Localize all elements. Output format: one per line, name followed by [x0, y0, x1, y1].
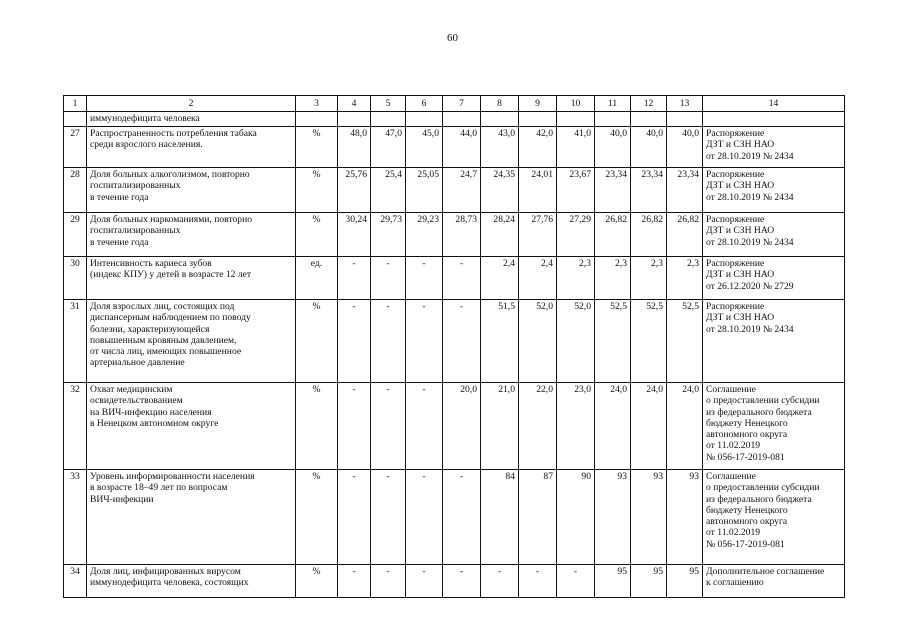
value-cell: -	[338, 383, 371, 470]
indicator-name-line: в течение года	[90, 236, 149, 248]
value-cell: -	[338, 470, 371, 565]
value-cell: -	[443, 257, 481, 300]
value-cell: 45,0	[406, 127, 443, 168]
value-cell: 42,0	[519, 127, 557, 168]
row-number: 27	[64, 127, 87, 168]
basis-document-line: ДЗТ и СЗН НАО	[706, 139, 775, 151]
basis-document-cell	[703, 470, 845, 565]
indicator-name-line: ВИЧ-инфекции	[90, 493, 154, 505]
header-cell: 2	[87, 96, 296, 112]
table-row	[64, 565, 845, 598]
indicator-name-line: болезни, характеризующейся	[90, 323, 210, 335]
value-cell: 40,0	[667, 127, 703, 168]
value-cell: 27,76	[519, 213, 557, 257]
basis-document-line: бюджету Ненецкого	[706, 504, 788, 516]
header-cell: 10	[557, 96, 595, 112]
value-cell: 23,34	[595, 168, 631, 213]
value-cell: -	[481, 565, 519, 598]
indicator-name-line: в Ненецком автономном округе	[90, 417, 219, 429]
value-cell: 22,0	[519, 383, 557, 470]
header-cell: 1	[64, 96, 87, 112]
unit-cell: %	[296, 470, 338, 565]
indicator-name-line: госпитализированных	[90, 225, 181, 237]
value-cell: 2,3	[631, 257, 667, 300]
basis-document-cell	[703, 213, 845, 257]
empty-cell	[64, 112, 87, 127]
value-cell: 2,3	[595, 257, 631, 300]
header-cell: 3	[296, 96, 338, 112]
indicator-name-line: Уровень информированности населения	[90, 471, 255, 482]
basis-document-line: автономного округа	[706, 516, 788, 528]
empty-cell	[631, 112, 667, 127]
value-cell: 28,73	[443, 213, 481, 257]
value-cell: 84	[481, 470, 519, 565]
value-cell: 93	[595, 470, 631, 565]
value-cell: 51,5	[481, 300, 519, 383]
header-cell: 4	[338, 96, 371, 112]
basis-document-line: от 28.10.2019 № 2434	[706, 150, 794, 162]
empty-cell	[595, 112, 631, 127]
indicator-name-line: в течение года	[90, 191, 149, 203]
indicator-name-cell	[87, 300, 296, 383]
indicator-name-cell	[87, 383, 296, 470]
row-number: 33	[64, 470, 87, 565]
header-cell: 9	[519, 96, 557, 112]
value-cell: 40,0	[595, 127, 631, 168]
indicator-name-line: Интенсивность кариеса зубов	[90, 258, 212, 269]
value-cell: 2,3	[557, 257, 595, 300]
unit-cell: ед.	[296, 257, 338, 300]
indicator-name-line: на ВИЧ-инфекцию населения	[90, 406, 212, 418]
value-cell: 24,01	[519, 168, 557, 213]
indicator-name-cell	[87, 565, 296, 598]
header-cell: 12	[631, 96, 667, 112]
value-cell: -	[371, 565, 406, 598]
unit-cell: %	[296, 383, 338, 470]
indicator-name-line: Охват медицинским	[90, 384, 173, 395]
basis-document-cell	[703, 168, 845, 213]
value-cell: 20,0	[443, 383, 481, 470]
empty-cell	[443, 112, 481, 127]
indicator-name-cell: иммунодефицита человека	[87, 112, 296, 127]
basis-document-cell	[703, 565, 845, 598]
value-cell: 29,23	[406, 213, 443, 257]
indicator-name-cell	[87, 127, 296, 168]
basis-document-line: № 056-17-2019-081	[706, 538, 785, 550]
value-cell: -	[338, 300, 371, 383]
value-cell: 87	[519, 470, 557, 565]
value-cell: 2,4	[519, 257, 557, 300]
table-row	[64, 127, 845, 168]
basis-document-line: автономного округа	[706, 429, 788, 441]
value-cell: -	[371, 383, 406, 470]
basis-document-line: бюджету Ненецкого	[706, 417, 788, 429]
value-cell: -	[443, 470, 481, 565]
value-cell: 29,73	[371, 213, 406, 257]
value-cell: 93	[631, 470, 667, 565]
value-cell: -	[443, 565, 481, 598]
indicator-name-line: госпитализированных	[90, 180, 181, 192]
basis-document-line: Распоряжение	[706, 169, 765, 180]
row-number: 30	[64, 257, 87, 300]
indicator-name-cell	[87, 470, 296, 565]
indicator-name-line: Распространенность потребления табака	[90, 128, 257, 139]
unit-cell: %	[296, 213, 338, 257]
indicator-name-line: в возрасте 18–49 лет по вопросам	[90, 482, 228, 494]
value-cell: 21,0	[481, 383, 519, 470]
empty-cell	[371, 112, 406, 127]
value-cell: 40,0	[631, 127, 667, 168]
basis-document-line: Соглашение	[706, 471, 756, 482]
value-cell: -	[406, 300, 443, 383]
value-cell: -	[371, 300, 406, 383]
value-cell: 24,0	[667, 383, 703, 470]
page-number: 60	[447, 32, 458, 44]
indicator-name-line: диспансерным наблюдением по поводу	[90, 312, 251, 324]
basis-document-line: из федерального бюджета	[706, 406, 812, 418]
table-row	[64, 257, 845, 300]
basis-document-line: от 28.10.2019 № 2434	[706, 323, 794, 335]
header-cell: 13	[667, 96, 703, 112]
value-cell: 48,0	[338, 127, 371, 168]
indicator-name-line: артериальное давление	[90, 357, 185, 369]
indicator-name-line: от числа лиц, имеющих повышенное	[90, 346, 242, 358]
value-cell: -	[338, 565, 371, 598]
row-number: 29	[64, 213, 87, 257]
value-cell: 25,4	[371, 168, 406, 213]
indicator-name-line: иммунодефицита человека, состоящих	[90, 577, 249, 589]
value-cell: -	[406, 565, 443, 598]
basis-document-cell	[703, 127, 845, 168]
value-cell: 2,4	[481, 257, 519, 300]
indicator-name-line: освидетельствованием	[90, 395, 183, 407]
basis-document-cell	[703, 383, 845, 470]
value-cell: -	[338, 257, 371, 300]
indicators-table	[63, 95, 845, 598]
value-cell: 90	[557, 470, 595, 565]
basis-document-line: от 11.02.2019	[706, 440, 761, 452]
value-cell: -	[371, 257, 406, 300]
unit-cell: %	[296, 168, 338, 213]
header-row	[64, 96, 845, 112]
value-cell: 52,5	[595, 300, 631, 383]
value-cell: 93	[667, 470, 703, 565]
header-cell: 8	[481, 96, 519, 112]
value-cell: 43,0	[481, 127, 519, 168]
basis-document-line: о предоставлении субсидии	[706, 482, 820, 494]
indicator-name-line: Доля больных наркоманиями, повторно	[90, 214, 253, 225]
table-row	[64, 383, 845, 470]
basis-document-cell	[703, 257, 845, 300]
indicator-name-cell	[87, 257, 296, 300]
value-cell: 23,0	[557, 383, 595, 470]
value-cell: 44,0	[443, 127, 481, 168]
header-cell: 6	[406, 96, 443, 112]
basis-document-line: к соглашению	[706, 577, 764, 589]
value-cell: 30,24	[338, 213, 371, 257]
table-row	[64, 168, 845, 213]
basis-document-line: от 26.12.2020 № 2729	[706, 280, 794, 292]
basis-document-line: ДЗТ и СЗН НАО	[706, 269, 775, 281]
indicator-name-cell	[87, 168, 296, 213]
basis-document-line: от 28.10.2019 № 2434	[706, 191, 794, 203]
value-cell: 47,0	[371, 127, 406, 168]
table-row	[64, 300, 845, 383]
empty-cell	[296, 112, 338, 127]
value-cell: 41,0	[557, 127, 595, 168]
basis-document-line: Распоряжение	[706, 301, 765, 312]
basis-document-line: от 11.02.2019	[706, 527, 761, 539]
value-cell: 26,82	[631, 213, 667, 257]
indicator-name-line: (индекс КПУ) у детей в возрасте 12 лет	[90, 269, 252, 281]
empty-cell	[481, 112, 519, 127]
basis-document-line: Распоряжение	[706, 214, 765, 225]
value-cell: 23,67	[557, 168, 595, 213]
empty-cell	[703, 112, 845, 127]
value-cell: 24,0	[595, 383, 631, 470]
value-cell: 23,34	[631, 168, 667, 213]
indicator-name-line: среди взрослого населения.	[90, 139, 203, 151]
table-row	[64, 470, 845, 565]
row-number: 34	[64, 565, 87, 598]
header-cell: 7	[443, 96, 481, 112]
value-cell: 95	[595, 565, 631, 598]
basis-document-line: ДЗТ и СЗН НАО	[706, 180, 775, 192]
basis-document-line: № 056-17-2019-081	[706, 451, 785, 463]
value-cell: 27,29	[557, 213, 595, 257]
value-cell: -	[406, 470, 443, 565]
row-number: 32	[64, 383, 87, 470]
value-cell: 52,5	[631, 300, 667, 383]
value-cell: 24,35	[481, 168, 519, 213]
basis-document-line: о предоставлении субсидии	[706, 395, 820, 407]
basis-document-line: из федерального бюджета	[706, 493, 812, 505]
basis-document-line: Распоряжение	[706, 258, 765, 269]
unit-cell: %	[296, 127, 338, 168]
basis-document-cell	[703, 300, 845, 383]
value-cell: 24,0	[631, 383, 667, 470]
value-cell: 28,24	[481, 213, 519, 257]
basis-document-line: Распоряжение	[706, 128, 765, 139]
value-cell: -	[406, 383, 443, 470]
value-cell: 95	[631, 565, 667, 598]
value-cell: -	[443, 300, 481, 383]
indicator-name-line: повышенным кровяным давлением,	[90, 334, 237, 346]
basis-document-line: Соглашение	[706, 384, 756, 395]
header-cell: 11	[595, 96, 631, 112]
value-cell: 23,34	[667, 168, 703, 213]
value-cell: -	[557, 565, 595, 598]
header-cell: 5	[371, 96, 406, 112]
indicator-name-line: Доля взрослых лиц, состоящих под	[90, 301, 235, 312]
value-cell: -	[519, 565, 557, 598]
basis-document-line: ДЗТ и СЗН НАО	[706, 312, 775, 324]
empty-cell	[519, 112, 557, 127]
value-cell: 24,7	[443, 168, 481, 213]
indicator-name-cell	[87, 213, 296, 257]
empty-cell	[406, 112, 443, 127]
unit-cell: %	[296, 300, 338, 383]
row-number: 28	[64, 168, 87, 213]
value-cell: -	[371, 470, 406, 565]
continuation-row	[64, 112, 845, 127]
header-cell: 14	[703, 96, 845, 112]
basis-document-line: ДЗТ и СЗН НАО	[706, 225, 775, 237]
row-number: 31	[64, 300, 87, 383]
indicator-name-line: Доля лиц, инфицированных вирусом	[90, 566, 241, 577]
value-cell: 26,82	[667, 213, 703, 257]
value-cell: -	[406, 257, 443, 300]
indicator-name-line: Доля больных алкоголизмом, повторно	[90, 169, 250, 180]
value-cell: 52,0	[557, 300, 595, 383]
value-cell: 26,82	[595, 213, 631, 257]
value-cell: 25,76	[338, 168, 371, 213]
table-row	[64, 213, 845, 257]
value-cell: 2,3	[667, 257, 703, 300]
empty-cell	[557, 112, 595, 127]
empty-cell	[667, 112, 703, 127]
value-cell: 52,0	[519, 300, 557, 383]
unit-cell: %	[296, 565, 338, 598]
basis-document-line: от 28.10.2019 № 2434	[706, 236, 794, 248]
value-cell: 95	[667, 565, 703, 598]
value-cell: 52,5	[667, 300, 703, 383]
basis-document-line: Дополнительное соглашение	[706, 566, 825, 577]
value-cell: 25,05	[406, 168, 443, 213]
empty-cell	[338, 112, 371, 127]
